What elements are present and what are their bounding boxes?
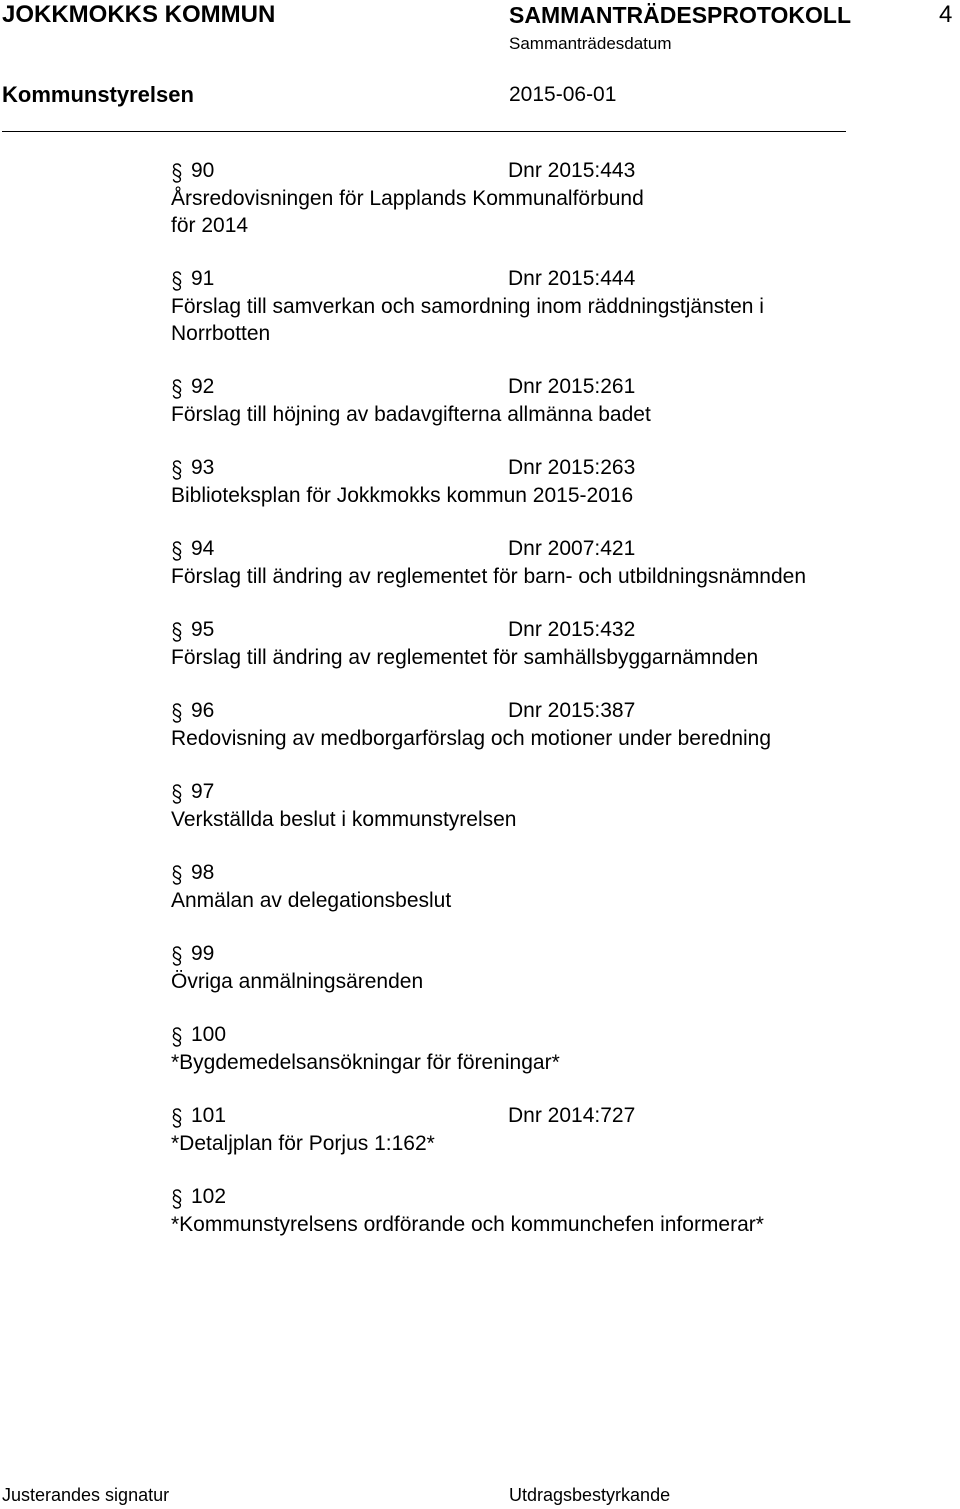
agenda-item-dnr: Dnr 2015:444 bbox=[508, 267, 636, 290]
agenda-item-dnr: Dnr 2015:443 bbox=[508, 159, 636, 182]
meeting-date: 2015-06-01 bbox=[509, 83, 617, 106]
agenda-item bbox=[171, 157, 871, 239]
agenda-item-number: 100 bbox=[191, 1023, 227, 1046]
agenda-item-heading bbox=[171, 940, 871, 968]
section-sign-icon bbox=[171, 373, 183, 399]
agenda-item-number: 96 bbox=[191, 699, 215, 722]
section-sign-icon bbox=[171, 1183, 183, 1209]
section-sign-icon bbox=[171, 1102, 183, 1128]
agenda-item-heading bbox=[171, 1021, 871, 1049]
section-sign-icon bbox=[171, 157, 183, 183]
section-sign-icon bbox=[171, 940, 183, 966]
agenda-item-number: 94 bbox=[191, 537, 215, 560]
agenda-item-heading bbox=[171, 535, 871, 563]
agenda-item-heading bbox=[171, 1183, 871, 1211]
agenda-item-title: *Bygdemedelsansökningar för föreningar* bbox=[171, 1051, 560, 1074]
agenda-item-title: Anmälan av delegationsbeslut bbox=[171, 889, 452, 912]
agenda-item bbox=[171, 859, 871, 914]
section-sign-icon bbox=[171, 859, 183, 885]
agenda-item-heading bbox=[171, 157, 871, 185]
agenda-item-heading bbox=[171, 616, 871, 644]
header-rule bbox=[2, 131, 846, 132]
agenda-item-title: Förslag till samverkan och samordning inom räddningstjänsten i bbox=[171, 295, 764, 318]
agenda-item bbox=[171, 535, 871, 590]
agenda-item-dnr: Dnr 2014:727 bbox=[508, 1104, 636, 1127]
agenda-item bbox=[171, 697, 871, 752]
date-label: Sammanträdesdatum bbox=[509, 34, 672, 53]
agenda-item-number: 90 bbox=[191, 159, 215, 182]
agenda-item-number: 93 bbox=[191, 456, 215, 479]
agenda-item bbox=[171, 1102, 871, 1157]
agenda-item-dnr: Dnr 2015:263 bbox=[508, 456, 636, 479]
footer-signature-label: Justerandes signatur bbox=[2, 1485, 170, 1505]
section-sign-icon bbox=[171, 535, 183, 561]
committee-name: Kommunstyrelsen bbox=[2, 82, 194, 107]
agenda-item-title: Norrbotten bbox=[171, 322, 271, 345]
agenda-item-number: 92 bbox=[191, 375, 215, 398]
agenda-item-title: Övriga anmälningsärenden bbox=[171, 970, 424, 993]
agenda-item-title: Biblioteksplan för Jokkmokks kommun 2015-2016 bbox=[171, 484, 634, 507]
agenda-item-title: *Kommunstyrelsens ordförande och kommunchefen informerar* bbox=[171, 1213, 764, 1236]
agenda-item-number: 102 bbox=[191, 1185, 227, 1208]
agenda-item-title: Verkställda beslut i kommunstyrelsen bbox=[171, 808, 517, 831]
agenda-item-dnr: Dnr 2007:421 bbox=[508, 537, 636, 560]
agenda-item-title: Förslag till ändring av reglementet för samhällsbyggarnämnden bbox=[171, 646, 759, 669]
section-sign-icon bbox=[171, 1021, 183, 1047]
agenda-item-title: Redovisning av medborgarförslag och motioner under beredning bbox=[171, 727, 772, 750]
agenda-item bbox=[171, 616, 871, 671]
agenda-item-number: 97 bbox=[191, 780, 215, 803]
footer-certified-label: Utdragsbestyrkande bbox=[509, 1485, 671, 1505]
agenda-item-title: *Detaljplan för Porjus 1:162* bbox=[171, 1132, 435, 1155]
agenda-item-heading bbox=[171, 1102, 871, 1130]
agenda-item-title: Årsredovisningen för Lapplands Kommunalförbund bbox=[171, 187, 644, 210]
agenda-item-dnr: Dnr 2015:432 bbox=[508, 618, 636, 641]
agenda-item-dnr: Dnr 2015:261 bbox=[508, 375, 636, 398]
org-name: JOKKMOKKS KOMMUN bbox=[2, 1, 276, 28]
section-sign-icon bbox=[171, 265, 183, 291]
agenda-item-title: Förslag till höjning av badavgifterna allmänna badet bbox=[171, 403, 651, 426]
agenda-item bbox=[171, 265, 871, 347]
section-sign-icon bbox=[171, 697, 183, 723]
agenda-item-heading bbox=[171, 697, 871, 725]
agenda-item bbox=[171, 373, 871, 428]
agenda-item-heading bbox=[171, 373, 871, 401]
agenda-item bbox=[171, 1021, 871, 1076]
agenda-item-number: 95 bbox=[191, 618, 215, 641]
section-sign-icon bbox=[171, 778, 183, 804]
agenda-item-heading bbox=[171, 859, 871, 887]
agenda-item-heading bbox=[171, 454, 871, 482]
agenda-item-dnr: Dnr 2015:387 bbox=[508, 699, 636, 722]
agenda-item-number: 99 bbox=[191, 942, 215, 965]
agenda-item-number: 91 bbox=[191, 267, 215, 290]
agenda-item-number: 98 bbox=[191, 861, 215, 884]
agenda-item-title: Förslag till ändring av reglementet för barn- och utbildningsnämnden bbox=[171, 565, 807, 588]
agenda-item bbox=[171, 454, 871, 509]
agenda-item bbox=[171, 778, 871, 833]
agenda-list bbox=[171, 157, 871, 1264]
page-number: 4 bbox=[939, 1, 953, 28]
agenda-item bbox=[171, 1183, 871, 1238]
agenda-item-heading bbox=[171, 265, 871, 293]
section-sign-icon bbox=[171, 616, 183, 642]
agenda-item bbox=[171, 940, 871, 995]
agenda-item-number: 101 bbox=[191, 1104, 227, 1127]
agenda-item-title: för 2014 bbox=[171, 214, 249, 237]
document-type: SAMMANTRÄDESPROTOKOLL bbox=[509, 2, 852, 28]
section-sign-icon bbox=[171, 454, 183, 480]
agenda-item-heading bbox=[171, 778, 871, 806]
